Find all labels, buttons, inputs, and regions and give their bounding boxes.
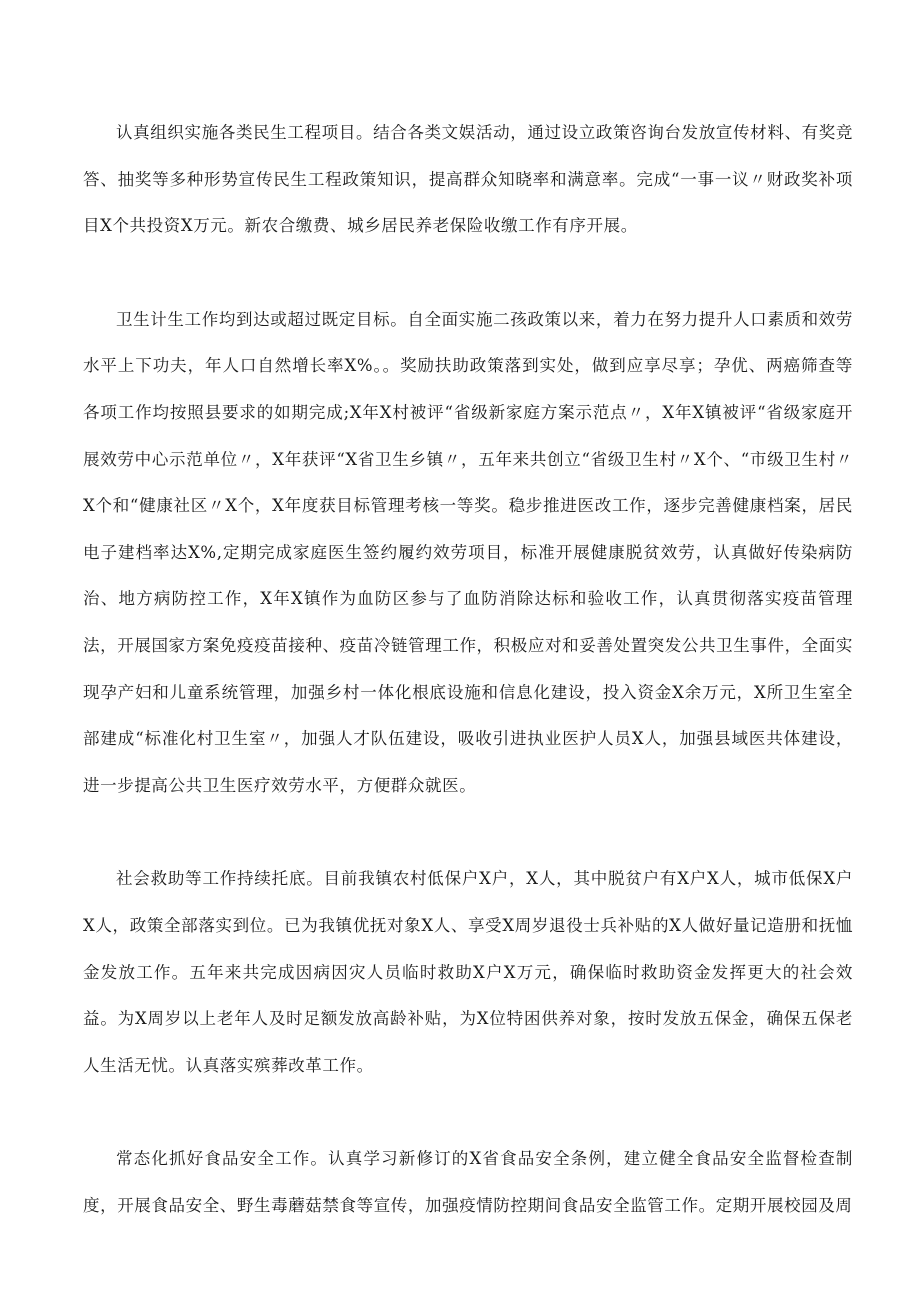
document-body xyxy=(83,110,853,1276)
paragraph-food-safety: 常态化抓好食品安全工作。认真学习新修订的X省食品安全条例，建立健全食品安全监督检查制度，开展食品安全、野生毒蘑菇禁食等宣传，加强疫情防控期间食品安全监管工作。定期开展校园及周 xyxy=(83,1149,853,1215)
paragraph-health-family-planning: 卫生计生工作均到达或超过既定目标。自全面实施二孩政策以来，着力在努力提升人口素质和效劳水平上下功夫，年人口自然增长率X%。。奖励扶助政策落到实处，做到应享尽享；孕优、两癌筛查等各项工作均按照县要求的如期完成;X年X村被评“省级新家庭方案示范点〃，X年X镇被评“省级家庭开展效劳中心示范单位〃，X年获评“X省卫生乡镇〃，五年来共创立“省级卫生村〃X个、“市级卫生村〃X个和“健康社区〃X个，X年度获目标管理考核一等奖。稳步推进医改工作，逐步完善健康档案，居民电子建档率达X%,定期完成家庭医生签约履约效劳项目，标准开展健康脱贫效劳，认真做好传染病防治、地方病防控工作，X年X镇作为血防区参与了血防消除达标和验收工作，认真贯彻落实疫苗管理法，开展国家方案免疫疫苗接种、疫苗冷链管理工作，积极应对和妥善处置突发公共卫生事件，全面实现孕产妇和儿童系统管理，加强乡村一体化根底设施和信息化建设，投入资金X余万元，X所卫生室全部建成“标准化村卫生室〃，加强人才队伍建设，吸收引进执业医护人员X人，加强县域医共体建设，进一步提高公共卫生医疗效劳水平，方便群众就医。 xyxy=(83,309,853,795)
paragraph-social-assistance: 社会救助等工作持续托底。目前我镇农村低保户X户，X人，其中脱贫户有X户X人，城市低保X户X人，政策全部落实到位。已为我镇优抚对象X人、享受X周岁退役士兵补贴的X人做好量记造册和抚恤金发放工作。五年来共完成因病因灾人员临时救助X户X万元，确保临时救助资金发挥更大的社会效益。为X周岁以上老年人及时足额发放高龄补贴，为X位特困供养对象，按时发放五保金，确保五保老人生活无忧。认真落实殡葬改革工作。 xyxy=(83,869,853,1075)
paragraph-livelihood-projects: 认真组织实施各类民生工程项目。结合各类文娱活动，通过设立政策咨询台发放宣传材料、有奖竞答、抽奖等多种形势宣传民生工程政策知识，提高群众知晓率和满意率。完成“一事一议〃财政奖补项目X个共投资X万元。新农合缴费、城乡居民养老保险收缴工作有序开展。 xyxy=(83,123,853,236)
